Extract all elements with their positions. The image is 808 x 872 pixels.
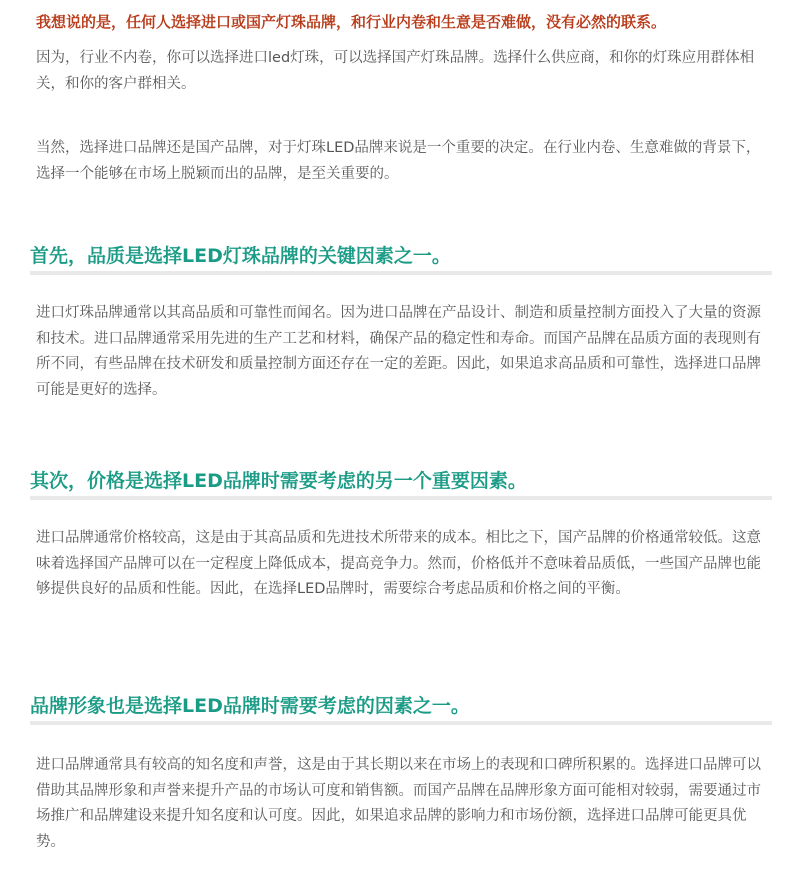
lead-statement: 我想说的是，任何人选择进口或国产灯珠品牌，和行业内卷和生意是否难做，没有必然的联系。 (36, 13, 667, 31)
section-body-brand-image: 进口品牌通常具有较高的知名度和声誉，这是由于其长期以来在市场上的表现和口碑所积累的。选择进口品牌可以借助其品牌形象和声誉来提升产品的市场认可度和销售额。而国产品牌在品牌形象方面可能相对较弱，需要通过市场推广和品牌建设来提升知名度和认可度。因此，如果追求品牌的影响力和市场份额，选择进口品牌可能更具优势。 (36, 757, 761, 850)
section-divider (30, 721, 772, 725)
section-1-header (30, 242, 772, 278)
section-divider (30, 271, 772, 275)
intro-paragraph-2: 当然，选择进口品牌还是国产品牌，对于灯珠LED品牌来说是一个重要的决定。在行业内卷、生意难做的背景下，选择一个能够在市场上脱颖而出的品牌，是至关重要的。 (36, 140, 761, 182)
section-3-header (30, 692, 772, 728)
section-body-price: 进口品牌通常价格较高，这是由于其高品质和先进技术所带来的成本。相比之下，国产品牌的价格通常较低。这意味着选择国产品牌可以在一定程度上降低成本，提高竞争力。然而，价格低并不意味着品质低，一些国产品牌也能够提供良好的品质和性能。因此，在选择LED品牌时，需要综合考虑品质和价格之间的平衡。 (36, 530, 761, 597)
section-heading-brand-image: 品牌形象也是选择LED品牌时需要考虑的因素之一。 (30, 695, 470, 717)
section-divider (30, 496, 772, 500)
section-heading-price: 其次，价格是选择LED品牌时需要考虑的另一个重要因素。 (30, 470, 527, 492)
section-2-header (30, 467, 772, 503)
section-body-quality: 进口灯珠品牌通常以其高品质和可靠性而闻名。因为进口品牌在产品设计、制造和质量控制方面投入了大量的资源和技术。进口品牌通常采用先进的生产工艺和材料，确保产品的稳定性和寿命。而国产品牌在品质方面的表现则有所不同，有些品牌在技术研发和质量控制方面还存在一定的差距。因此，如果追求高品质和可靠性，选择进口品牌可能是更好的选择。 (36, 305, 761, 398)
intro-paragraph-1: 因为，行业不内卷，你可以选择进口led灯珠，可以选择国产灯珠品牌。选择什么供应商，和你的灯珠应用群体相关，和你的客户群相关。 (36, 50, 755, 92)
section-heading-quality: 首先，品质是选择LED灯珠品牌的关键因素之一。 (30, 245, 451, 267)
